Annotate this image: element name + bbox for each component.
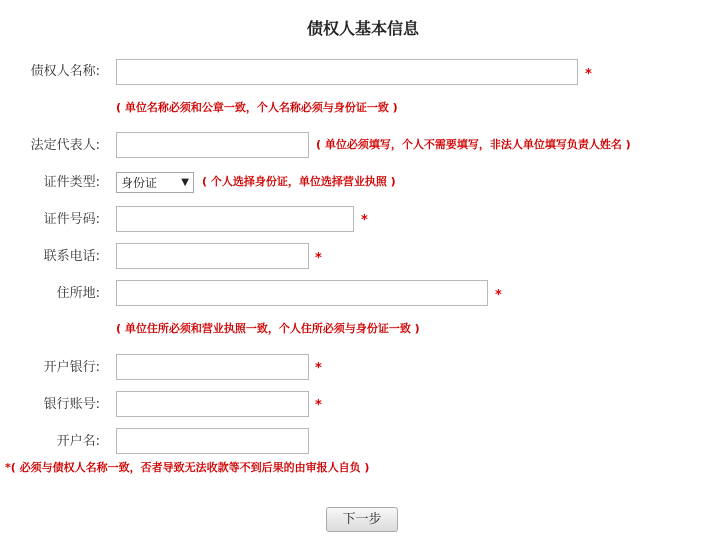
creditor-name-label: 债权人名称: — [30, 64, 100, 79]
account-name-input[interactable] — [116, 428, 309, 454]
legal-rep-input[interactable] — [116, 132, 309, 158]
id-number-input[interactable] — [116, 206, 354, 232]
account-name-label: 开户名: — [56, 434, 100, 449]
id-type-note: ( 个人选择身份证，单位选择营业执照 ) — [202, 175, 396, 188]
phone-label: 联系电话: — [43, 249, 100, 264]
address-label: 住所地: — [56, 286, 100, 301]
account-label: 银行账号: — [43, 397, 100, 412]
creditor-name-required-mark: * — [585, 67, 592, 82]
bank-label: 开户银行: — [43, 360, 100, 375]
address-required-mark: * — [495, 288, 502, 303]
creditor-name-input[interactable] — [116, 59, 578, 85]
account-required-mark: * — [315, 398, 322, 413]
next-step-button[interactable]: 下一步 — [326, 507, 398, 532]
id-type-selected-value: 身份证 — [121, 176, 158, 190]
dropdown-arrow-icon: ▼ — [181, 177, 189, 188]
page-title: 债权人基本信息 — [306, 19, 419, 38]
id-number-label: 证件号码: — [43, 212, 100, 227]
phone-input[interactable] — [116, 243, 309, 269]
address-note: ( 单位住所必须和营业执照一致，个人住所必须与身份证一致 ) — [116, 322, 420, 335]
phone-required-mark: * — [315, 251, 322, 266]
account-input[interactable] — [116, 391, 309, 417]
bank-required-mark: * — [315, 361, 322, 376]
account-name-note: *( 必须与债权人名称一致，否者导致无法收款等不到后果的由审报人自负 ) — [5, 461, 370, 474]
creditor-name-note: ( 单位名称必须和公章一致，个人名称必须与身份证一致 ) — [116, 101, 398, 114]
address-input[interactable] — [116, 280, 488, 306]
legal-rep-note: ( 单位必须填写，个人不需要填写，非法人单位填写负责人姓名 ) — [316, 138, 631, 151]
id-type-select[interactable] — [116, 172, 194, 193]
bank-input[interactable] — [116, 354, 309, 380]
legal-rep-label: 法定代表人: — [30, 138, 100, 153]
id-number-required-mark: * — [361, 213, 368, 228]
id-type-label: 证件类型: — [43, 175, 100, 190]
